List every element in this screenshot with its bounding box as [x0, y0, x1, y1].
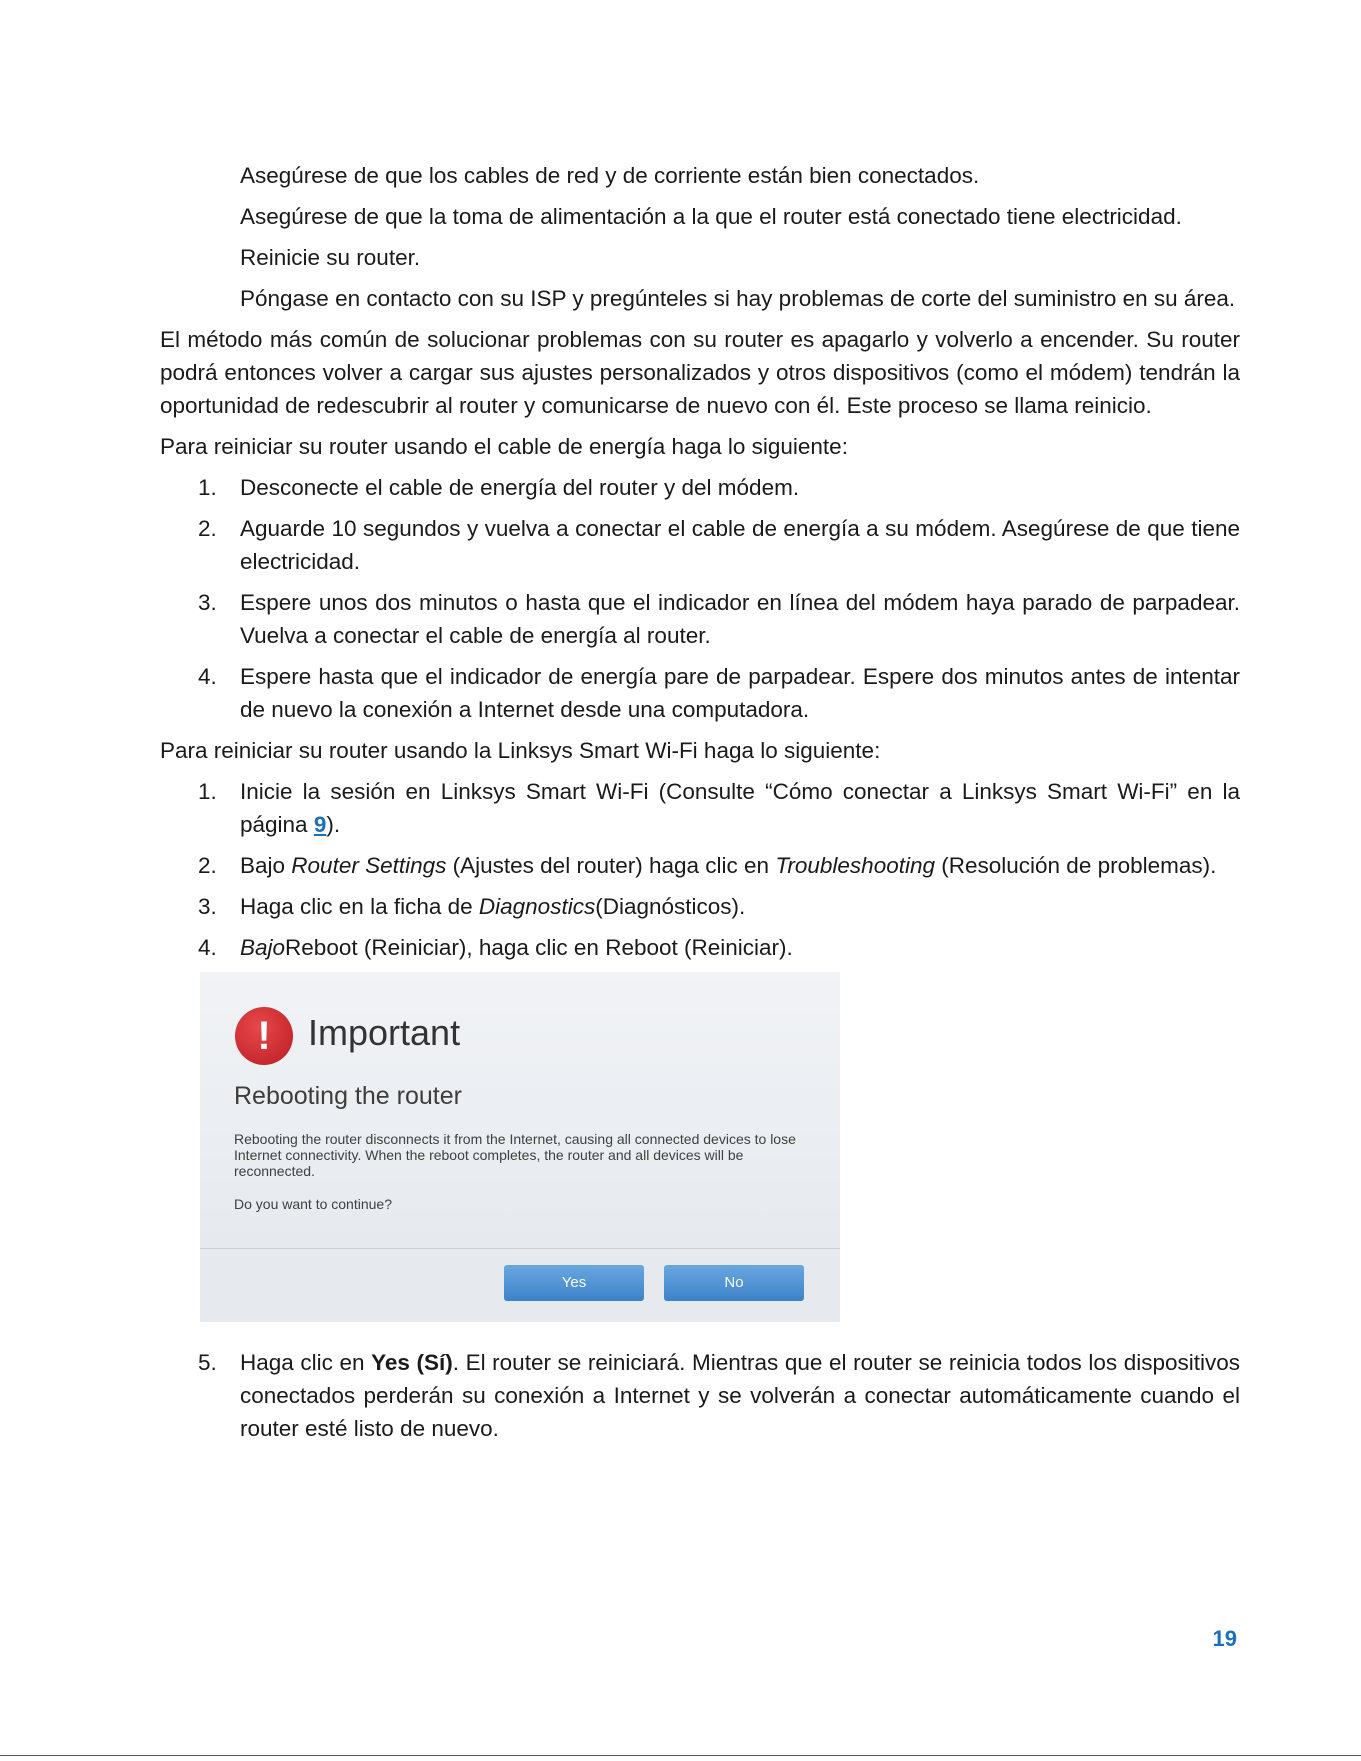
page-number: 19 [1212, 1626, 1237, 1651]
page-link[interactable]: 9 [313, 812, 327, 837]
bullet-3: Reinicie su router. [240, 245, 421, 270]
step-number: 2. [198, 853, 217, 878]
step-text: ). [326, 812, 341, 837]
step-text: Haga clic en la ficha de [240, 894, 479, 919]
step-number: 1. [198, 779, 217, 804]
step-text: Desconecte el cable de energía del router y del módem. [240, 475, 800, 500]
step-text: Haga clic en [240, 1350, 372, 1375]
step-number: 3. [198, 590, 217, 615]
dialog-message: Rebooting the router disconnects it from the Internet, causing all connected devices to lose Internet connectivity. When the reboot completes, the router and all devices will be reconnected. [234, 1131, 796, 1179]
step-number: 2. [198, 516, 217, 541]
step-number: 1. [198, 475, 217, 500]
button-term: Yes (Sí) [371, 1350, 453, 1375]
reboot-dialog-screenshot [200, 972, 840, 1322]
smart-wifi-intro: Para reiniciar su router usando la Linksys Smart Wi-Fi haga lo siguiente: [160, 738, 881, 763]
step-text: (Ajustes del router) haga clic en [446, 853, 776, 878]
list-item [160, 775, 1240, 841]
bullet-4: Póngase en contacto con su ISP y pregúnteles si hay problemas de corte del suministro en su área. [240, 286, 1236, 311]
step-text: (Diagnósticos). [595, 894, 746, 919]
bullet-2: Asegúrese de que la toma de alimentación a la que el router está conectado tiene electricidad. [240, 204, 1182, 229]
step-number: 4. [198, 664, 217, 689]
dialog-question: Do you want to continue? [234, 1196, 392, 1212]
step-text: Reboot (Reiniciar), haga clic en Reboot (Reiniciar). [285, 935, 793, 960]
list-item [160, 849, 1240, 882]
intro-paragraph: El método más común de solucionar problemas con su router es apagarlo y volverlo a encender. Su router podrá entonces volver a cargar sus ajustes personalizados y otros dispositivos (como el módem) tendrán la oportunidad de redescubrir al router y comunicarse de nuevo con él. Este proceso se llama reinicio. [160, 327, 1240, 418]
step-text: . El router se reiniciará. Mientras que el router se reinicia todos los dispositivos conectados perderán su conexión a Internet y se volverán a conectar automáticamente cuando el router esté listo de nuevo. [240, 1350, 1240, 1441]
step-text: Espere unos dos minutos o hasta que el indicador en línea del módem haya parado de parpadear. Vuelva a conectar el cable de energía al router. [240, 590, 1240, 648]
list-item [160, 931, 1240, 964]
no-button[interactable]: No [664, 1265, 804, 1301]
list-item [160, 890, 1240, 923]
document-body [160, 159, 1240, 1453]
step-text: Espere hasta que el indicador de energía pare de parpadear. Espere dos minutos antes de intentar de nuevo la conexión a Internet desde una computadora. [240, 664, 1240, 722]
dialog-subtitle: Rebooting the router [234, 1082, 462, 1110]
step-number: 4. [198, 935, 217, 960]
step-text: Aguarde 10 segundos y vuelva a conectar el cable de energía a su módem. Asegúrese de que tiene electricidad. [240, 516, 1240, 574]
exclamation-icon: ! [235, 1007, 293, 1065]
step-text: Bajo [240, 853, 292, 878]
smart-wifi-steps-continued [160, 1346, 1240, 1445]
menu-term: Troubleshooting [775, 853, 935, 878]
step-number: 5. [198, 1350, 217, 1375]
step-text: Inicie la sesión en Linksys Smart Wi-Fi (Consulte “Cómo conectar a Linksys Smart Wi-Fi” en la página [240, 779, 1240, 837]
smart-wifi-steps [160, 775, 1240, 964]
menu-term: Diagnostics [478, 894, 596, 919]
menu-term: Bajo [240, 935, 286, 960]
list-item [160, 471, 1240, 504]
footer-divider [0, 1755, 1361, 1756]
list-item [160, 1346, 1240, 1445]
list-item [160, 512, 1240, 578]
bullet-1: Asegúrese de que los cables de red y de corriente están bien conectados. [240, 163, 980, 188]
power-cable-steps [160, 471, 1240, 726]
step-number: 3. [198, 894, 217, 919]
step-text: (Resolución de problemas). [935, 853, 1217, 878]
list-item [160, 586, 1240, 652]
list-item [160, 660, 1240, 726]
menu-term: Router Settings [291, 853, 447, 878]
yes-button[interactable]: Yes [504, 1265, 644, 1301]
power-cable-intro: Para reiniciar su router usando el cable de energía haga lo siguiente: [160, 434, 848, 459]
dialog-title: Important [308, 1012, 461, 1053]
